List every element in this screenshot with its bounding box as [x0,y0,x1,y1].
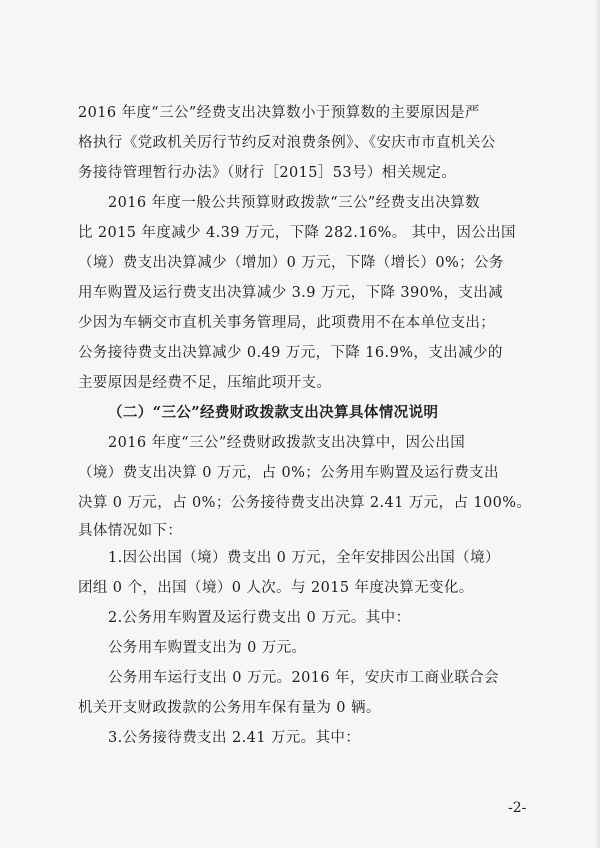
paragraph-line: 少因为车辆交市直机关事务管理局，此项费用不在本单位支出； [78,315,496,331]
paragraph-line: （境）费支出决算减少（增加）0 万元，下降（增长）0%；公务 [78,255,504,271]
section-heading: （二）“三公”经费财政拨款支出决算具体情况说明 [108,404,439,421]
page-number: -2- [508,800,527,816]
paragraph-line: 比 2015 年度减少 4.39 万元，下降 282.16%。 其中，因公出国 [78,225,516,241]
paragraph-line: 格执行《党政机关厉行节约反对浪费条例》、《安庆市市直机关公 [78,135,496,151]
paragraph-line: 1.因公出国（境）费支出 0 万元，全年安排因公出国（境） [108,550,500,566]
paragraph-line: （境）费支出决算 0 万元，占 0%；公务用车购置及运行费支出 [78,465,499,481]
paragraph-line: 2016 年度“三公”经费支出决算数小于预算数的主要原因是严 [78,105,480,121]
paragraph-line: 3.公务接待费支出 2.41 万元。其中： [108,730,361,746]
paragraph-line: 2016 年度“三公”经费财政拨款支出决算中，因公出国 [108,435,466,451]
paragraph-line: 团组 0 个，出国（境）0 人次。与 2015 年度决算无变化。 [78,580,474,596]
paragraph-line: 务接待管理暂行办法》（财行［2015］53号）相关规定。 [78,165,457,181]
page-edge-shadow [594,0,600,848]
paragraph-line: 用车购置及运行费支出决算减少 3.9 万元，下降 390%，支出减 [78,285,504,301]
paragraph-line: 2.公务用车购置及运行费支出 0 万元。其中： [108,610,411,626]
paragraph-line: 2016 年度一般公共预算财政拨款“三公”经费支出决算数 [108,195,481,211]
paragraph-line: 公务用车购置支出为 0 万元。 [108,640,307,656]
paragraph-line: 机关开支财政拨款的公务用车保有量为 0 辆。 [78,700,381,716]
paragraph-line: 决算 0 万元，占 0%；公务接待费支出决算 2.41 万元，占 100%。 [78,495,532,511]
paragraph-line: 主要原因是经费不足，压缩此项开支。 [78,375,332,391]
paragraph-line: 具体情况如下： [78,523,183,539]
paragraph-line: 公务接待费支出决算减少 0.49 万元，下降 16.9%，支出减少的 [78,345,503,361]
paragraph-line: 公务用车运行支出 0 万元。2016 年，安庆市工商业联合会 [108,670,499,686]
